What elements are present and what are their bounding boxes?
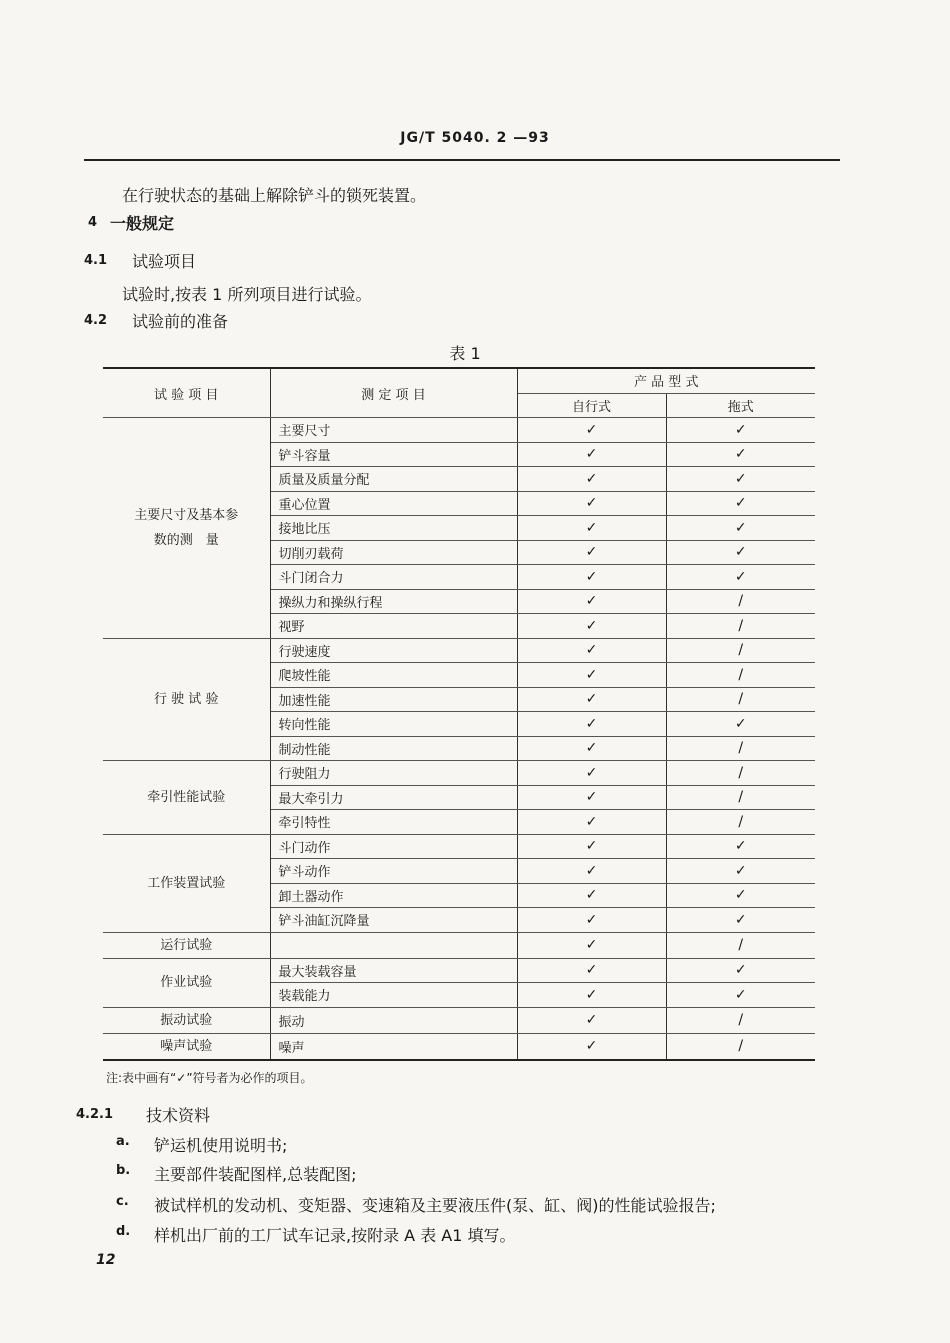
towed-mark: ✓ (666, 516, 815, 541)
measure-item-cell: 制动性能 (270, 736, 517, 761)
towed-mark: ✓ (666, 859, 815, 884)
self-propelled-mark: ✓ (517, 983, 666, 1008)
towed-mark: ✓ (666, 908, 815, 933)
list-item-label: c. (116, 1194, 129, 1209)
section-4-2-number: 4.2 (84, 313, 108, 328)
measure-item-cell: 质量及质量分配 (270, 467, 517, 492)
intro-text: 在行驶状态的基础上解除铲斗的锁死装置。 (122, 186, 427, 205)
self-propelled-mark: ✓ (517, 467, 666, 492)
list-item: 被试样机的发动机、变矩器、变速箱及主要液压件(泵、缸、阀)的性能试验报告; (154, 1196, 716, 1215)
list-item: 主要部件装配图样,总装配图; (154, 1165, 357, 1184)
self-propelled-mark: ✓ (517, 958, 666, 983)
table-row (103, 1007, 815, 1033)
towed-mark: / (666, 638, 815, 663)
towed-mark: ✓ (666, 540, 815, 565)
towed-mark: ✓ (666, 467, 815, 492)
self-propelled-mark: ✓ (517, 785, 666, 810)
towed-mark: / (666, 687, 815, 712)
section-4-1-body: 试验时,按表 1 所列项目进行试验。 (122, 285, 372, 304)
self-propelled-mark: ✓ (517, 540, 666, 565)
measure-item-cell: 切削刃载荷 (270, 540, 517, 565)
measure-item-cell: 接地比压 (270, 516, 517, 541)
header-test-item: 试 验 项 目 (103, 368, 270, 418)
measure-item-cell: 最大装载容量 (270, 958, 517, 983)
measure-item-cell: 铲斗动作 (270, 859, 517, 884)
section-4-1-title: 试验项目 (132, 252, 197, 271)
list-item-label: a. (116, 1134, 130, 1149)
self-propelled-mark: ✓ (517, 589, 666, 614)
header-rule (84, 159, 840, 161)
self-propelled-mark: ✓ (517, 908, 666, 933)
self-propelled-mark: ✓ (517, 614, 666, 639)
test-category-cell: 主要尺寸及基本参数的测 量 (103, 418, 270, 639)
section-4-1-number: 4.1 (84, 253, 108, 268)
section-4-2-title: 试验前的准备 (132, 312, 229, 331)
header-towed: 拖式 (666, 393, 815, 418)
self-propelled-mark: ✓ (517, 883, 666, 908)
test-category-cell: 工作装置试验 (103, 834, 270, 932)
test-category-cell: 噪声试验 (103, 1033, 270, 1060)
measure-item-cell: 斗门闭合力 (270, 565, 517, 590)
measure-item-cell: 爬坡性能 (270, 663, 517, 688)
header-self-propelled: 自行式 (517, 393, 666, 418)
document-header: JG/T 5040. 2 —93 (400, 130, 550, 146)
towed-mark: ✓ (666, 442, 815, 467)
towed-mark: ✓ (666, 834, 815, 859)
measure-item-cell (270, 932, 517, 958)
towed-mark: / (666, 589, 815, 614)
towed-mark: / (666, 736, 815, 761)
self-propelled-mark: ✓ (517, 491, 666, 516)
measure-item-cell: 重心位置 (270, 491, 517, 516)
table-row (103, 958, 815, 983)
list-item: 样机出厂前的工厂试车记录,按附录 A 表 A1 填写。 (154, 1226, 516, 1245)
measure-item-cell: 装载能力 (270, 983, 517, 1008)
self-propelled-mark: ✓ (517, 859, 666, 884)
self-propelled-mark: ✓ (517, 442, 666, 467)
measure-item-cell: 操纵力和操纵行程 (270, 589, 517, 614)
self-propelled-mark: ✓ (517, 810, 666, 835)
self-propelled-mark: ✓ (517, 834, 666, 859)
section-4-number: 4 (88, 215, 98, 230)
table-row (103, 834, 815, 859)
towed-mark: ✓ (666, 565, 815, 590)
test-items-table (103, 367, 815, 1061)
towed-mark: / (666, 810, 815, 835)
table-row (103, 418, 815, 443)
measure-item-cell: 铲斗容量 (270, 442, 517, 467)
test-category-cell: 运行试验 (103, 932, 270, 958)
measure-item-cell: 振动 (270, 1007, 517, 1033)
page-number: 12 (96, 1252, 116, 1268)
table-row (103, 638, 815, 663)
measure-item-cell: 主要尺寸 (270, 418, 517, 443)
table-caption: 表 1 (449, 344, 481, 363)
measure-item-cell: 最大牵引力 (270, 785, 517, 810)
towed-mark: ✓ (666, 958, 815, 983)
self-propelled-mark: ✓ (517, 712, 666, 737)
measure-item-cell: 斗门动作 (270, 834, 517, 859)
towed-mark: / (666, 663, 815, 688)
towed-mark: / (666, 785, 815, 810)
measure-item-cell: 牵引特性 (270, 810, 517, 835)
measure-item-cell: 铲斗油缸沉降量 (270, 908, 517, 933)
header-measure-item: 测 定 项 目 (270, 368, 517, 418)
towed-mark: ✓ (666, 491, 815, 516)
self-propelled-mark: ✓ (517, 516, 666, 541)
towed-mark: / (666, 932, 815, 958)
section-4-2-1-title: 技术资料 (146, 1106, 211, 1125)
test-category-cell: 行 驶 试 验 (103, 638, 270, 761)
section-4-title: 一般规定 (110, 214, 175, 233)
self-propelled-mark: ✓ (517, 638, 666, 663)
towed-mark: ✓ (666, 712, 815, 737)
towed-mark: ✓ (666, 883, 815, 908)
table-row (103, 1033, 815, 1060)
self-propelled-mark: ✓ (517, 418, 666, 443)
measure-item-cell: 噪声 (270, 1033, 517, 1060)
towed-mark: / (666, 1033, 815, 1060)
self-propelled-mark: ✓ (517, 761, 666, 786)
list-item-label: d. (116, 1224, 131, 1239)
measure-item-cell: 转向性能 (270, 712, 517, 737)
table-row (103, 761, 815, 786)
section-4-2-1-number: 4.2.1 (76, 1107, 114, 1122)
test-category-cell: 振动试验 (103, 1007, 270, 1033)
list-item: 铲运机使用说明书; (154, 1136, 288, 1155)
towed-mark: ✓ (666, 983, 815, 1008)
self-propelled-mark: ✓ (517, 736, 666, 761)
self-propelled-mark: ✓ (517, 932, 666, 958)
towed-mark: / (666, 761, 815, 786)
towed-mark: / (666, 1007, 815, 1033)
self-propelled-mark: ✓ (517, 565, 666, 590)
table-row (103, 932, 815, 958)
self-propelled-mark: ✓ (517, 663, 666, 688)
list-item-label: b. (116, 1163, 131, 1178)
measure-item-cell: 卸土器动作 (270, 883, 517, 908)
self-propelled-mark: ✓ (517, 1033, 666, 1060)
test-category-cell: 牵引性能试验 (103, 761, 270, 835)
measure-item-cell: 行驶阻力 (270, 761, 517, 786)
measure-item-cell: 加速性能 (270, 687, 517, 712)
table-note: 注:表中画有“✓”符号者为必作的项目。 (106, 1071, 313, 1085)
towed-mark: / (666, 614, 815, 639)
towed-mark: ✓ (666, 418, 815, 443)
self-propelled-mark: ✓ (517, 1007, 666, 1033)
measure-item-cell: 视野 (270, 614, 517, 639)
header-product-type: 产 品 型 式 (517, 368, 815, 393)
measure-item-cell: 行驶速度 (270, 638, 517, 663)
test-category-cell: 作业试验 (103, 958, 270, 1007)
self-propelled-mark: ✓ (517, 687, 666, 712)
